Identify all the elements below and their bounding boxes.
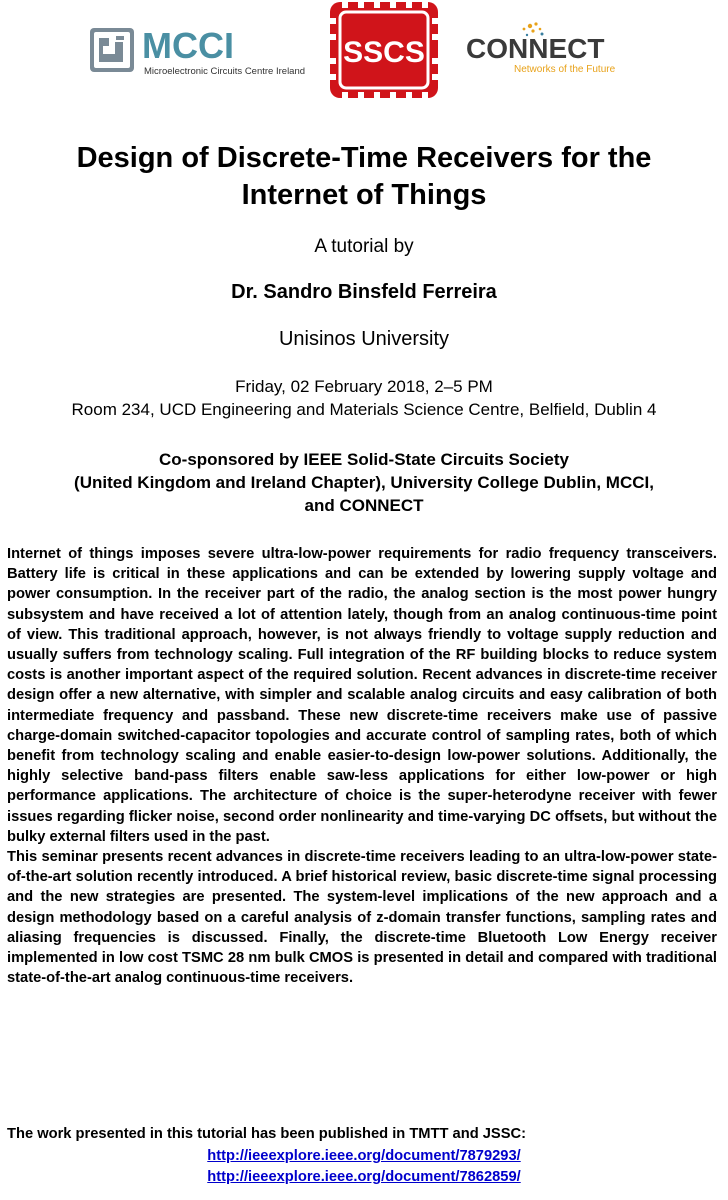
sscs-logo-name: SSCS — [343, 36, 425, 69]
logo-bar — [0, 0, 728, 110]
cosponsor-line-2: (United Kingdom and Ireland Chapter), University College Dublin, MCCI, — [74, 473, 654, 492]
abstract-paragraph-1: Internet of things imposes severe ultra-low-power requirements for radio frequency transceivers. Battery life is critical in these applications and can be extended by lowering supply voltage and power consumption. In the receiver part of the radio, the analog section is the most power hungry subsystem and have received a lot of attention lately, though from an analog continuous-time point of view. This traditional approach, however, is not always friendly to voltage supply reduction and usually suffers from technology scaling. Full integration of the RF building blocks to reduce system costs is another important aspect of the required solution. Recent advances in discrete-time receiver design offer a new alternative, with simpler and scalable analog circuits and easy calibration of both intermediate frequency and passband. These new discrete-time receivers make use of passive charge-domain switched-capacitor topologies and accurate control of sampling rates, both of which benefit from technology scaling and enable easier-to-design low-power solutions. Additionally, the highly selective band-pass filters enable saw-less applications for either low-power or high performance applications. The architecture of choice is the super-heterodyne receiver with fewer issues regarding flicker noise, second order nonlinearity and time-varying DC offsets, but without the bulky external filters used in the past. — [7, 546, 717, 845]
connect-logo — [462, 20, 662, 80]
mcci-logo-name: MCCI — [142, 25, 234, 66]
mcci-logo — [90, 24, 310, 82]
event-room: Room 234, UCD Engineering and Materials Science Centre, Belfield, Dublin 4 — [71, 400, 657, 419]
page-title — [0, 140, 728, 214]
ieee-link-1[interactable]: http://ieeexplore.ieee.org/document/7879293/ — [207, 1148, 521, 1164]
title-line-1: Design of Discrete-Time Receivers for the — [76, 142, 652, 174]
speaker-affiliation: Unisinos University — [278, 328, 450, 350]
speaker-name: Dr. Sandro Binsfeld Ferreira — [231, 281, 497, 303]
ieee-link-2[interactable]: http://ieeexplore.ieee.org/document/7862859/ — [207, 1169, 521, 1185]
cosponsor-line-1: Co-sponsored by IEEE Solid-State Circuits Society — [159, 450, 569, 469]
connect-logo-name: CONNECT — [466, 33, 605, 64]
event-date: Friday, 02 February 2018, 2–5 PM — [235, 377, 493, 396]
cosponsor-line-3: and CONNECT — [304, 496, 424, 515]
publication-links — [0, 1146, 728, 1188]
cosponsor-block — [0, 448, 728, 517]
abstract — [7, 544, 717, 988]
publication-note: The work presented in this tutorial has been published in TMTT and JSSC: — [7, 1126, 527, 1142]
connect-logo-tagline: Networks of the Future — [514, 64, 616, 75]
sscs-logo — [328, 0, 440, 100]
mcci-logo-subtitle: Microelectronic Circuits Centre Ireland — [144, 66, 306, 77]
abstract-paragraph-2: This seminar presents recent advances in discrete-time receivers leading to an ultra-low-power state-of-the-art solution recently introduced. A brief historical review, basic discrete-time signal processing and the new strategies are presented. The system-level implications of the new approach and a design methodology based on a careful analysis of z-domain transfer functions, sampling rates and aliasing frequencies is discussed. Finally, the discrete-time Bluetooth Low Energy receiver implemented in low cost TSMC 28 nm bulk CMOS is presented in detail and compared with traditional state-of-the-art analog continuous-time receivers. — [7, 849, 717, 987]
byline: A tutorial by — [314, 236, 414, 257]
title-line-2: Internet of Things — [241, 179, 487, 211]
